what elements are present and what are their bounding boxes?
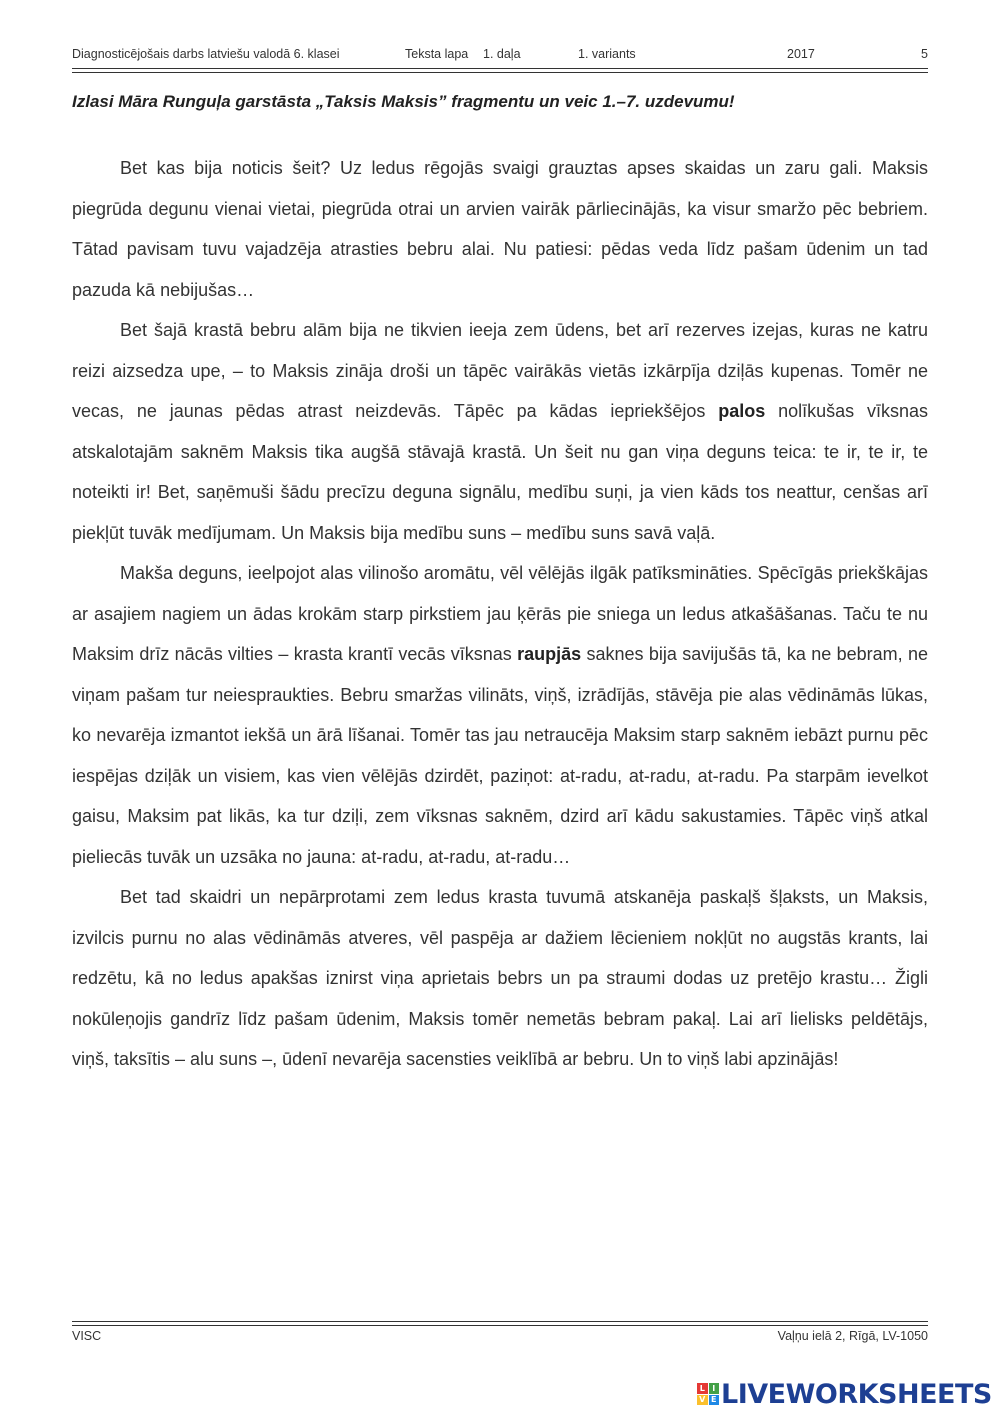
header-title: Diagnosticējošais darbs latviešu valodā 6. klasei [72, 47, 340, 61]
paragraph-3 [72, 553, 928, 877]
story-text [72, 148, 928, 1080]
paragraph-2 [72, 310, 928, 553]
liveworksheets-icon [697, 1383, 719, 1405]
logo-tile-l: L [697, 1383, 708, 1394]
liveworksheets-wordmark: LIVEWORKSHEETS [721, 1378, 992, 1410]
highlighted-word-palos: palos [718, 401, 766, 421]
header-year: 2017 [787, 47, 815, 61]
footer-divider [72, 1321, 928, 1326]
task-instruction: Izlasi Māra Runguļa garstāsta „Taksis Maksis” fragmentu un veic 1.–7. uzdevumu! [72, 92, 735, 111]
paragraph-4-text: Bet tad skaidri un nepārprotami zem ledus krasta tuvumā atskanēja paskaļš šļaksts, un Maksis, izvilcis purnu no alas vēdināmās atveres, vēl paspēja ar dažiem lēcieniem nokļūt no augstās krants, lai redzētu, kā no ledus apakšas iznirst viņa aprietais bebrs un pa straumi dodas uz pretējo krastu… Žigli nokūleņojis gandrīz līdz pašam ūdenim, Maksis tomēr nemetās bebram pakaļ. Lai arī lielisks peldētājs, viņš, taksītis – alu suns –, ūdenī nevarēja sacensties veiklībā ar bebru. Un to viņš labi apzinājās! [72, 887, 928, 1069]
logo-tile-i: I [709, 1383, 720, 1394]
header-divider [72, 68, 928, 73]
paragraph-2-before: Bet šajā krastā bebru alām bija ne tikvien ieeja zem ūdens, bet arī rezerves izejas, kuras ne katru reizi aizsedza upe, – to Maksis zināja droši un tāpēc vairākās vietās izkārpīja dziļās kupenas. Tomēr ne vecas, ne jaunas pēdas atrast neizdevās. Tāpēc pa kādas iepriekšējos [72, 320, 928, 421]
paragraph-3-before: Makša deguns, ieelpojot alas vilinošo aromātu, vēl vēlējās ilgāk patīksmināties. Spēcīgās priekškājas ar asajiem nagiem un ādas krokām starp pirkstiem jau ķērās pie sniega un ledus atkašāšanas. Taču te nu Maksim drīz nācās vilties – krasta krantī vecās vīksnas [72, 563, 928, 664]
header-part: 1. daļa [483, 47, 521, 61]
paragraph-2-after: nolīkušas vīksnas atskalotajām saknēm Maksis tika augšā stāvajā krastā. Un šeit nu gan viņa deguns teica: te ir, te ir, te noteikti ir! Bet, saņēmuši šādu precīzu deguna signālu, medību suņi, ja vien kāds tos neattur, cenšas arī piekļūt tuvāk medījumam. Un Maksis bija medību suns – medību suns savā vaļā. [72, 401, 928, 543]
footer-address: Vaļņu ielā 2, Rīgā, LV-1050 [777, 1329, 928, 1343]
header-variant: 1. variants [578, 47, 636, 61]
paragraph-1 [72, 148, 928, 310]
header-page-number: 5 [921, 47, 928, 61]
liveworksheets-logo[interactable] [697, 1378, 992, 1410]
paragraph-1-text: Bet kas bija noticis šeit? Uz ledus rēgojās svaigi grauztas apses skaidas un zaru gali. Maksis piegrūda degunu vienai vietai, piegrūda otrai un arvien vairāk pārliecinājās, ka visur smaržo pēc bebriem. Tātad pavisam tuvu vajadzēja atrasties bebru alai. Nu patiesi: pēdas veda līdz pašam ūdenim un tad pazuda kā nebijušas… [72, 158, 928, 300]
logo-tile-e: E [709, 1395, 720, 1406]
paragraph-4 [72, 877, 928, 1080]
logo-tile-v: V [697, 1395, 708, 1406]
paragraph-3-after: saknes bija savijušās tā, ka ne bebram, ne viņam pašam tur neiespraukties. Bebru smaržas vilināts, viņš, izrādījās, stāvēja pie alas vēdināmās lūkas, ko nevarēja izmantot iekšā un ārā līšanai. Tomēr tas jau netraucēja Maksim starp saknēm iebāzt purnu pēc iespējas dziļāk un visiem, kas vien vēlējās dzirdēt, paziņot: at-radu, at-radu, at-radu. Pa starpām ievelkot gaisu, Maksim pat likās, ka tur dziļi, zem vīksnas saknēm, dzird arī kādu sakustamies. Tāpēc viņš atkal pieliecās tuvāk un uzsāka no jauna: at-radu, at-radu, at-radu… [72, 644, 928, 867]
footer-org: VISC [72, 1329, 102, 1343]
header-sheet: Teksta lapa [405, 47, 469, 61]
highlighted-word-raupjas: raupjās [517, 644, 582, 664]
page-header [72, 47, 928, 67]
